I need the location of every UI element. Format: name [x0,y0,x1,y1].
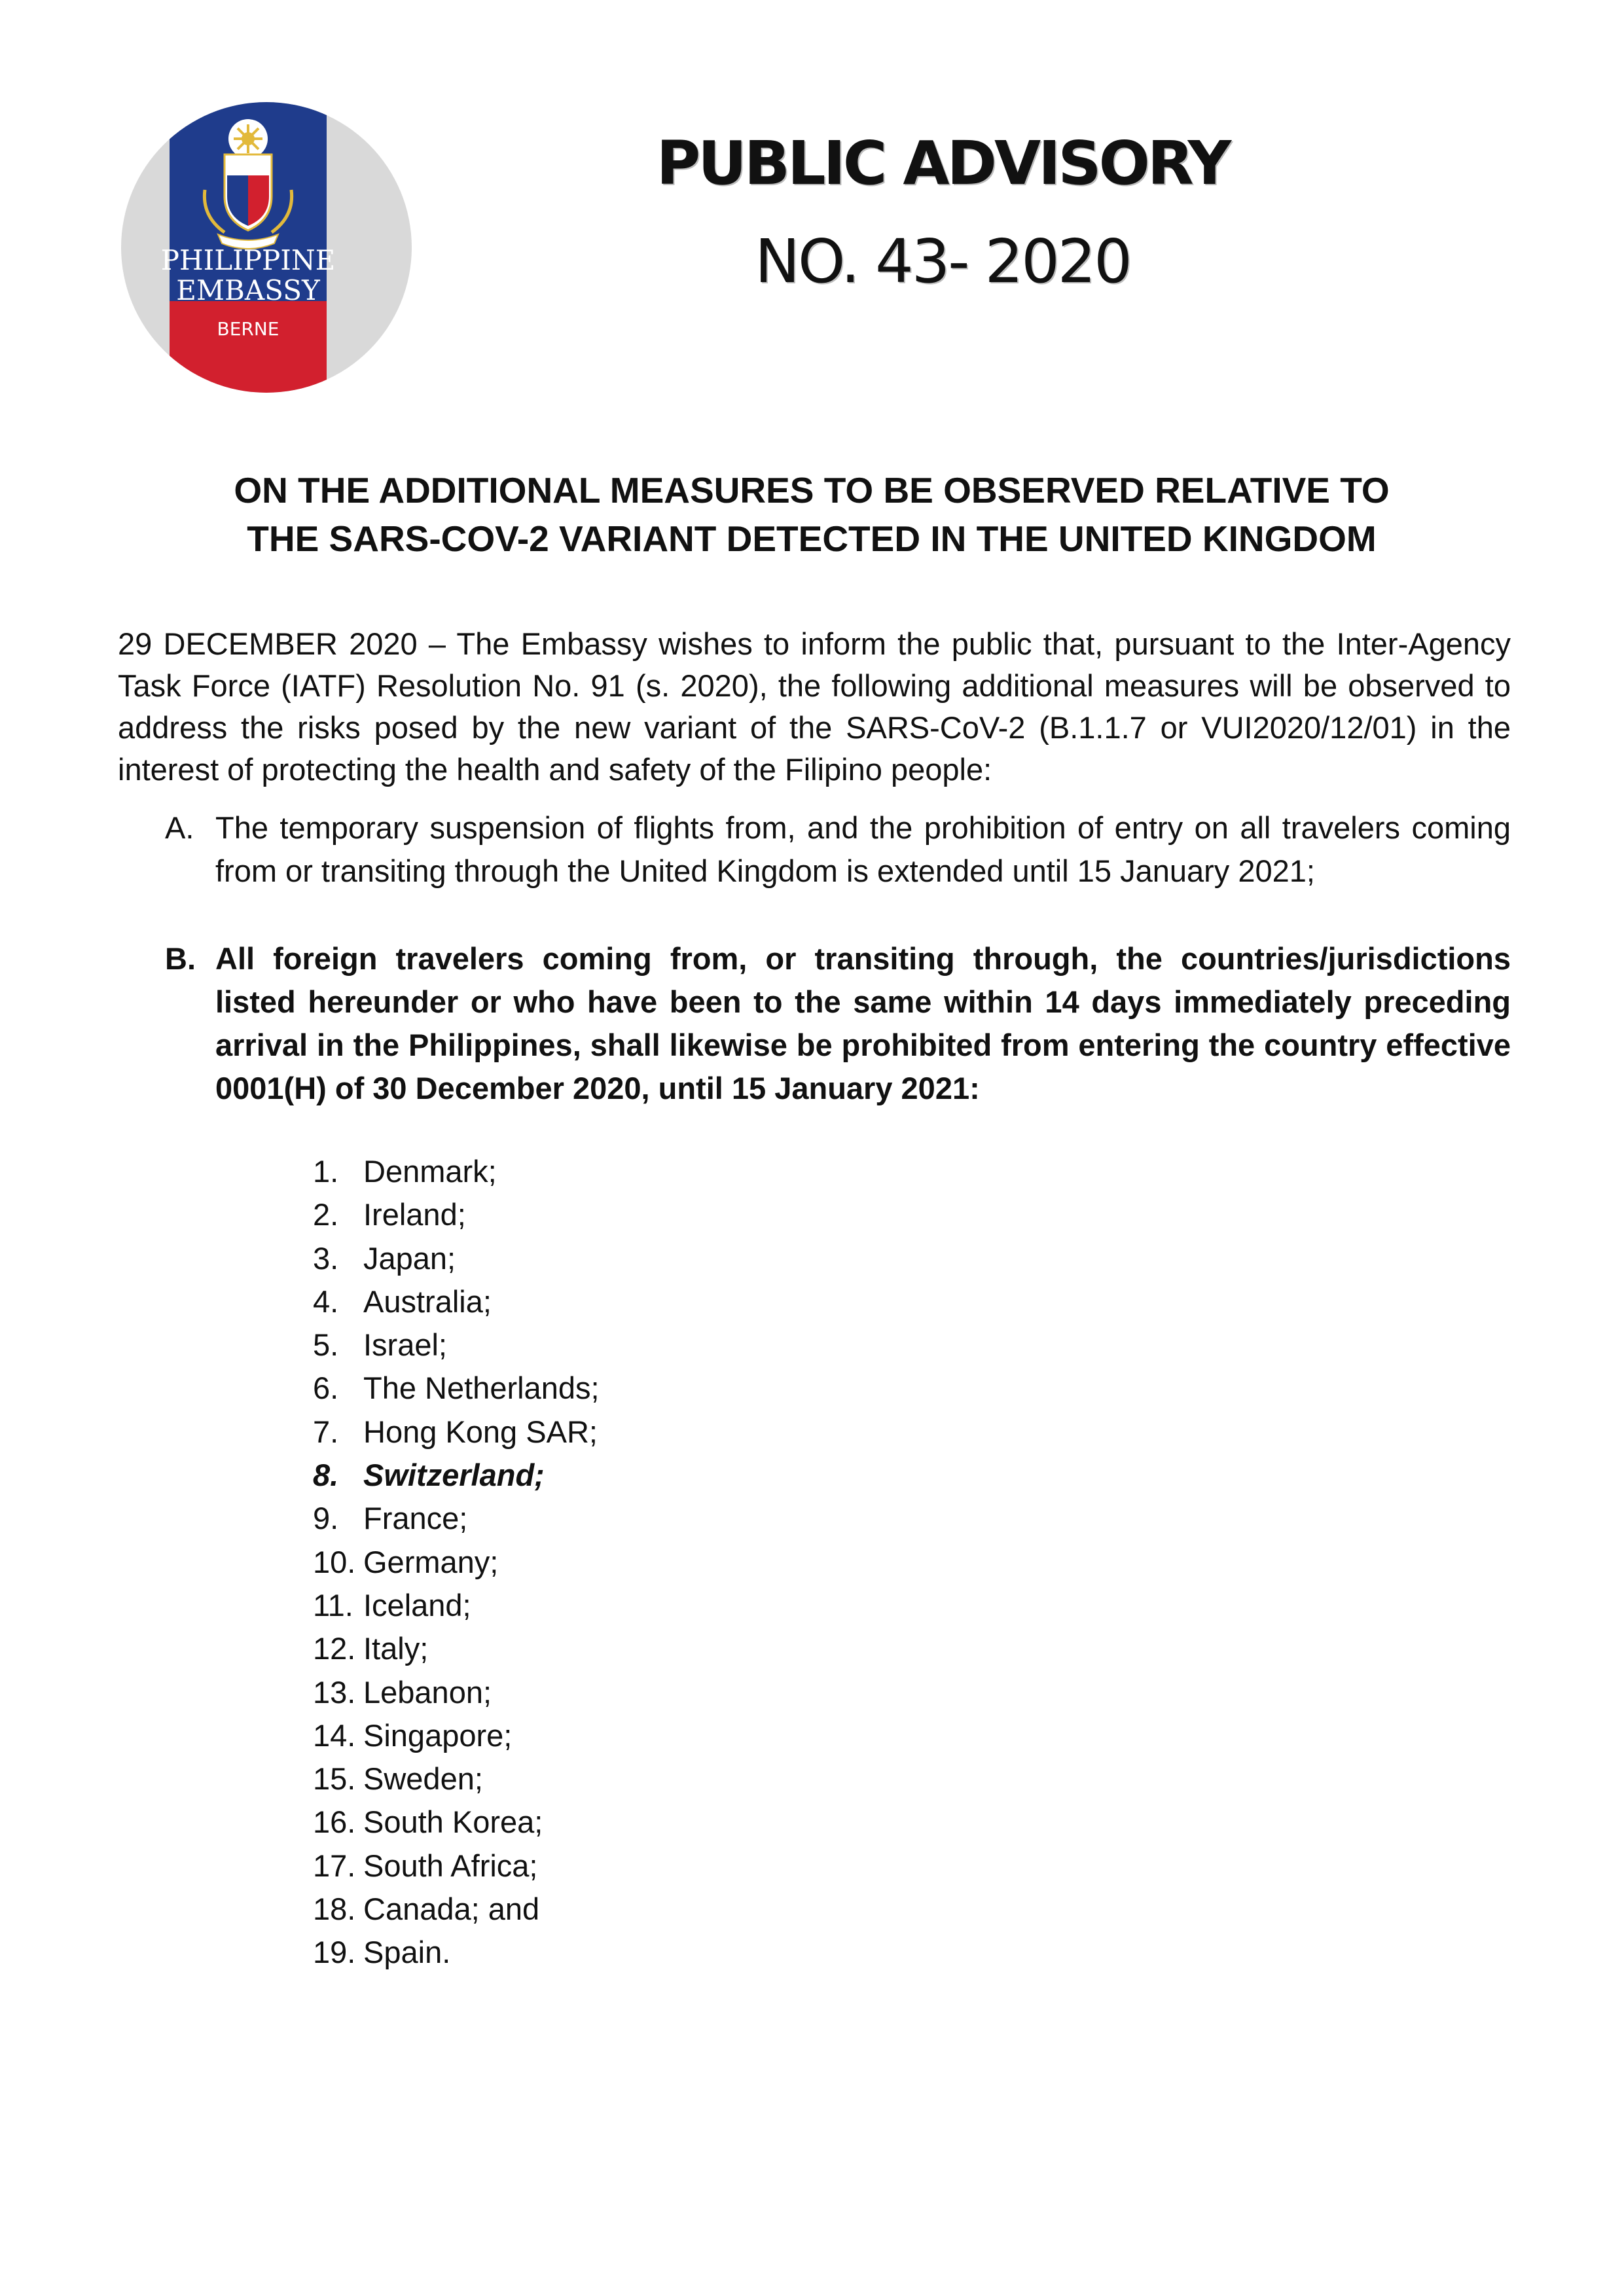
country-item [313,1150,600,1193]
country-name: France; [363,1501,468,1536]
country-item [313,1584,600,1627]
country-number: 12. [313,1631,356,1666]
country-name: Switzerland; [363,1458,545,1493]
country-name: Lebanon; [363,1674,492,1710]
country-number: 10. [313,1544,356,1579]
country-name: Spain. [363,1935,451,1970]
logo-line-1: PHILIPPINE [160,244,336,276]
country-item [313,1714,600,1757]
country-item [313,1237,600,1280]
logo-line-2: EMBASSY [176,274,320,306]
logo-line-3: BERNE [217,318,280,340]
embassy-logo [120,92,413,403]
country-name: Japan; [363,1240,456,1276]
country-item [313,1801,600,1844]
country-number: 9. [313,1501,339,1536]
country-number: 14. [313,1717,356,1753]
country-item [313,1367,600,1410]
country-number: 2. [313,1197,339,1232]
country-item [313,1844,600,1888]
country-item [313,1671,600,1714]
country-number: 8. [313,1458,339,1493]
country-name: The Netherlands; [363,1371,600,1406]
country-name: Ireland; [363,1197,466,1232]
country-item [313,1627,600,1670]
measure-text: The temporary suspension of flights from, and the prohibition of entry on all travelers coming from or transiting through the United Kingdom is extended until 15 January 2021; [215,810,1511,888]
country-item [313,1280,600,1323]
country-number: 17. [313,1848,356,1883]
country-number: 1. [313,1154,339,1189]
country-number: 19. [313,1935,356,1970]
country-number: 18. [313,1892,356,1927]
country-item [313,1410,600,1454]
country-item-highlighted [313,1454,600,1497]
country-name: Singapore; [363,1717,513,1753]
country-item [313,1323,600,1367]
country-name: Australia; [363,1283,492,1319]
country-item [313,1497,600,1540]
country-name: Canada; and [363,1892,540,1927]
country-name: Sweden; [363,1761,483,1797]
country-name: Italy; [363,1631,429,1666]
country-number: 5. [313,1327,339,1363]
country-name: Israel; [363,1327,447,1363]
measure-item-a [165,806,1511,893]
country-number: 3. [313,1240,339,1276]
country-number: 7. [313,1414,339,1449]
subject-line-1: ON THE ADDITIONAL MEASURES TO BE OBSERVED RELATIVE TO [234,470,1390,511]
advisory-header [563,121,1322,317]
country-name: Germany; [363,1544,499,1579]
measure-text: All foreign travelers coming from, or transiting through, the countries/jurisdictions listed hereunder or who have been to the same within 14 days immediately preceding arrival in the Philippines, shall likewise be prohibited from entering the country effective 0001(H) of 30 December 2020, until 15 January 2021: [215,941,1511,1105]
measure-letter: A. [165,810,194,845]
country-number: 4. [313,1283,339,1319]
country-name: South Korea; [363,1804,543,1840]
country-list [313,1150,600,1975]
country-number: 13. [313,1674,356,1710]
country-item [313,1888,600,1931]
country-name: Hong Kong SAR; [363,1414,598,1449]
subject-heading [118,466,1506,563]
country-number: 15. [313,1761,356,1797]
country-number: 6. [313,1371,339,1406]
country-name: Denmark; [363,1154,497,1189]
country-name: South Africa; [363,1848,538,1883]
intro-paragraph: 29 DECEMBER 2020 – The Embassy wishes to inform the public that, pursuant to the Inter-Agency Task Force (IATF) Resolution No. 91 (s. 2020), the following additional measures will be observed to address the risks posed by the new variant of the SARS-CoV-2 (B.1.1.7 or VUI2020/12/01) in the interest of protecting the health and safety of the Filipino people: [118,626,1511,787]
measure-letter: B. [165,941,196,976]
country-item [313,1193,600,1236]
country-number: 16. [313,1804,356,1840]
country-item [313,1541,600,1584]
country-name: Iceland; [363,1587,471,1623]
advisory-number: NO. 43- 2020 [755,226,1130,296]
country-item [313,1931,600,1974]
subject-line-2: THE SARS-COV-2 VARIANT DETECTED IN THE UNITED KINGDOM [247,518,1377,559]
country-number: 11. [313,1587,353,1623]
advisory-title: PUBLIC ADVISORY [656,128,1229,198]
measure-item-b [165,937,1511,1110]
country-item [313,1757,600,1801]
